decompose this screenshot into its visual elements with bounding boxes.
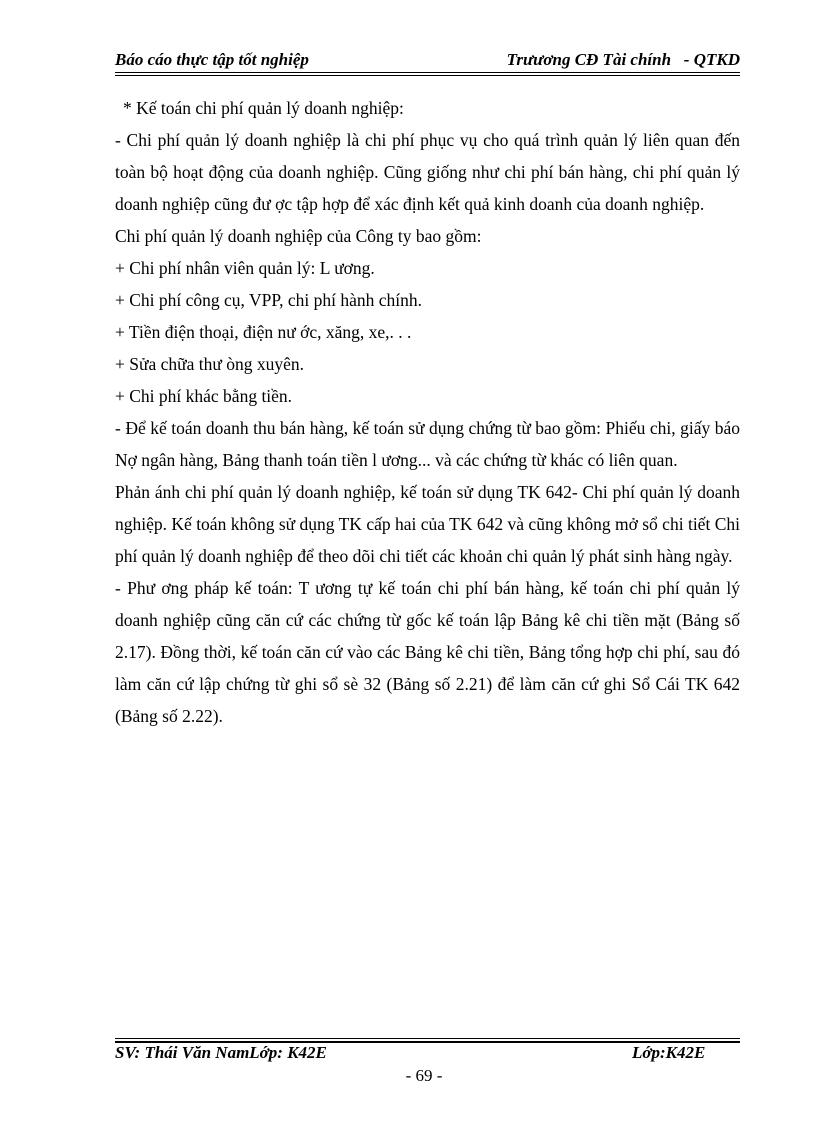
header-divider xyxy=(115,72,740,76)
paragraph-components-intro: Chi phí quản lý doanh nghiệp của Công ty bao gồm: xyxy=(115,226,482,246)
paragraph-documents: - Để kế toán doanh thu bán hàng, kế toán sử dụng chứng từ bao gồm: Phiếu chi, giấy báo Nợ ngân hàng, Bảng thanh toán tiền l ương... và các chứng từ khác có liên quan. xyxy=(115,418,740,470)
footer-student-info: SV: Thái Văn NamLớp: K42E xyxy=(115,1043,327,1062)
document-body xyxy=(115,92,740,732)
list-item-tools-cost: + Chi phí công cụ, VPP, chi phí hành chính. xyxy=(115,290,423,310)
list-item-staff-cost: + Chi phí nhân viên quản lý: L ương. xyxy=(115,258,375,278)
page-number: - 69 - xyxy=(405,1066,443,1085)
list-item-repair-cost: + Sửa chữa thư òng xuyên. xyxy=(115,354,304,374)
section-heading: * Kế toán chi phí quản lý doanh nghiệp: xyxy=(123,98,404,118)
paragraph-accounting-method: - Phư ơng pháp kế toán: T ương tự kế toán chi phí bán hàng, kế toán chi phí quản lý doanh nghiệp cũng căn cứ các chứng từ gốc kế toán lập Bảng kê chi tiền mặt (Bảng số 2.17). Đồng thời, kế toán căn cứ vào các Bảng kê chi tiền, Bảng tổng hợp chi phí, sau đó làm căn cứ lập chứng từ ghi sổ sè 32 (Bảng số 2.21) để làm căn cứ ghi Sổ Cái TK 642 (Bảng số 2.22). xyxy=(115,578,740,726)
header-school-name: Trưương CĐ Tài chính - QTKD xyxy=(506,50,740,69)
footer-class: Lớp:K42E xyxy=(632,1043,706,1062)
paragraph-account-642: Phản ánh chi phí quản lý doanh nghiệp, kế toán sử dụng TK 642- Chi phí quản lý doanh nghiệp. Kế toán không sử dụng TK cấp hai của TK 642 và cũng không mở sổ chi tiết Chi phí quản lý doanh nghiệp để theo dõi chi tiết các khoản chi quản lý phát sinh hàng ngày. xyxy=(115,482,740,566)
list-item-other-cost: + Chi phí khác bằng tiền. xyxy=(115,386,293,406)
header-report-title: Báo cáo thực tập tốt nghiệp xyxy=(115,50,309,69)
paragraph-definition: - Chi phí quản lý doanh nghiệp là chi phí phục vụ cho quá trình quản lý liên quan đến toàn bộ hoạt động của doanh nghiệp. Cũng giống như chi phí bán hàng, chi phí quản lý doanh nghiệp cũng đư ợc tập hợp để xác định kết quả kinh doanh của doanh nghiệp. xyxy=(115,130,740,214)
list-item-utilities-cost: + Tiền điện thoại, điện nư ớc, xăng, xe,. . . xyxy=(115,322,412,342)
page-header xyxy=(115,50,740,72)
